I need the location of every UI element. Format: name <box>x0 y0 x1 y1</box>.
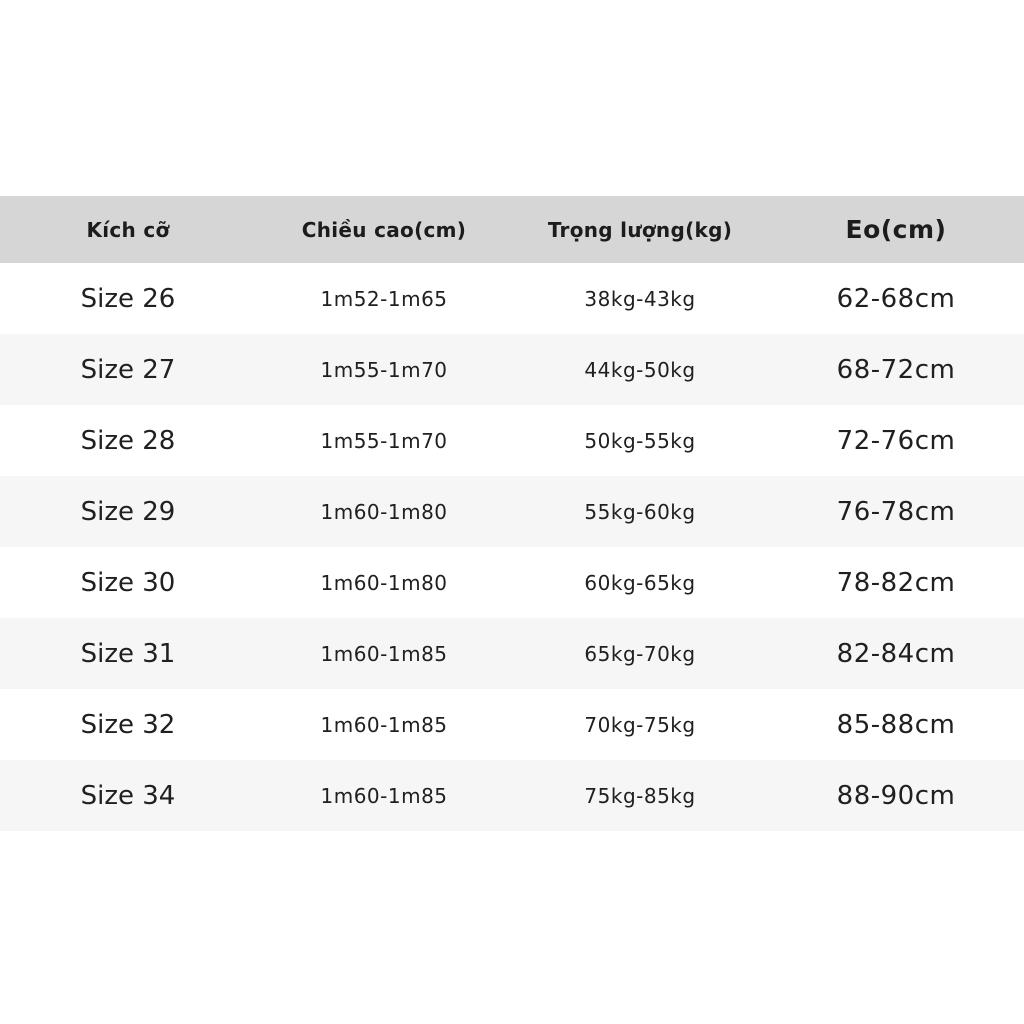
table-row <box>0 405 1024 476</box>
height-cell: 1m60-1m85 <box>320 641 448 666</box>
weight-cell: 65kg-70kg <box>584 641 696 666</box>
height-cell: 1m55-1m70 <box>320 428 448 453</box>
waist-cell: 68-72cm <box>836 354 956 385</box>
weight-cell: 55kg-60kg <box>584 499 696 524</box>
table-row <box>0 547 1024 618</box>
table-row <box>0 334 1024 405</box>
header-height: Chiều cao(cm) <box>301 217 467 242</box>
size-cell: Size 28 <box>80 425 176 456</box>
weight-cell: 44kg-50kg <box>584 357 696 382</box>
height-cell: 1m60-1m85 <box>320 783 448 808</box>
size-cell: Size 29 <box>80 496 176 527</box>
waist-cell: 72-76cm <box>836 425 956 456</box>
size-cell: Size 27 <box>80 354 176 385</box>
height-cell: 1m60-1m80 <box>320 499 448 524</box>
table-row <box>0 263 1024 334</box>
size-cell: Size 34 <box>80 780 176 811</box>
table-row <box>0 689 1024 760</box>
waist-cell: 85-88cm <box>836 709 956 740</box>
table-row <box>0 618 1024 689</box>
waist-cell: 76-78cm <box>836 496 956 527</box>
waist-cell: 78-82cm <box>836 567 956 598</box>
size-cell: Size 26 <box>80 283 176 314</box>
weight-cell: 70kg-75kg <box>584 712 696 737</box>
size-chart-table <box>0 196 1024 831</box>
height-cell: 1m60-1m80 <box>320 570 448 595</box>
weight-cell: 75kg-85kg <box>584 783 696 808</box>
weight-cell: 38kg-43kg <box>584 286 696 311</box>
table-row <box>0 760 1024 831</box>
header-weight: Trọng lượng(kg) <box>547 217 733 242</box>
waist-cell: 62-68cm <box>836 283 956 314</box>
size-cell: Size 31 <box>80 638 176 669</box>
weight-cell: 60kg-65kg <box>584 570 696 595</box>
height-cell: 1m55-1m70 <box>320 357 448 382</box>
height-cell: 1m52-1m65 <box>320 286 448 311</box>
size-cell: Size 30 <box>80 567 176 598</box>
table-header-row <box>0 196 1024 263</box>
waist-cell: 82-84cm <box>836 638 956 669</box>
table-row <box>0 476 1024 547</box>
header-size: Kích cỡ <box>86 217 170 242</box>
waist-cell: 88-90cm <box>836 780 956 811</box>
size-cell: Size 32 <box>80 709 176 740</box>
header-waist: Eo(cm) <box>845 215 947 244</box>
weight-cell: 50kg-55kg <box>584 428 696 453</box>
height-cell: 1m60-1m85 <box>320 712 448 737</box>
